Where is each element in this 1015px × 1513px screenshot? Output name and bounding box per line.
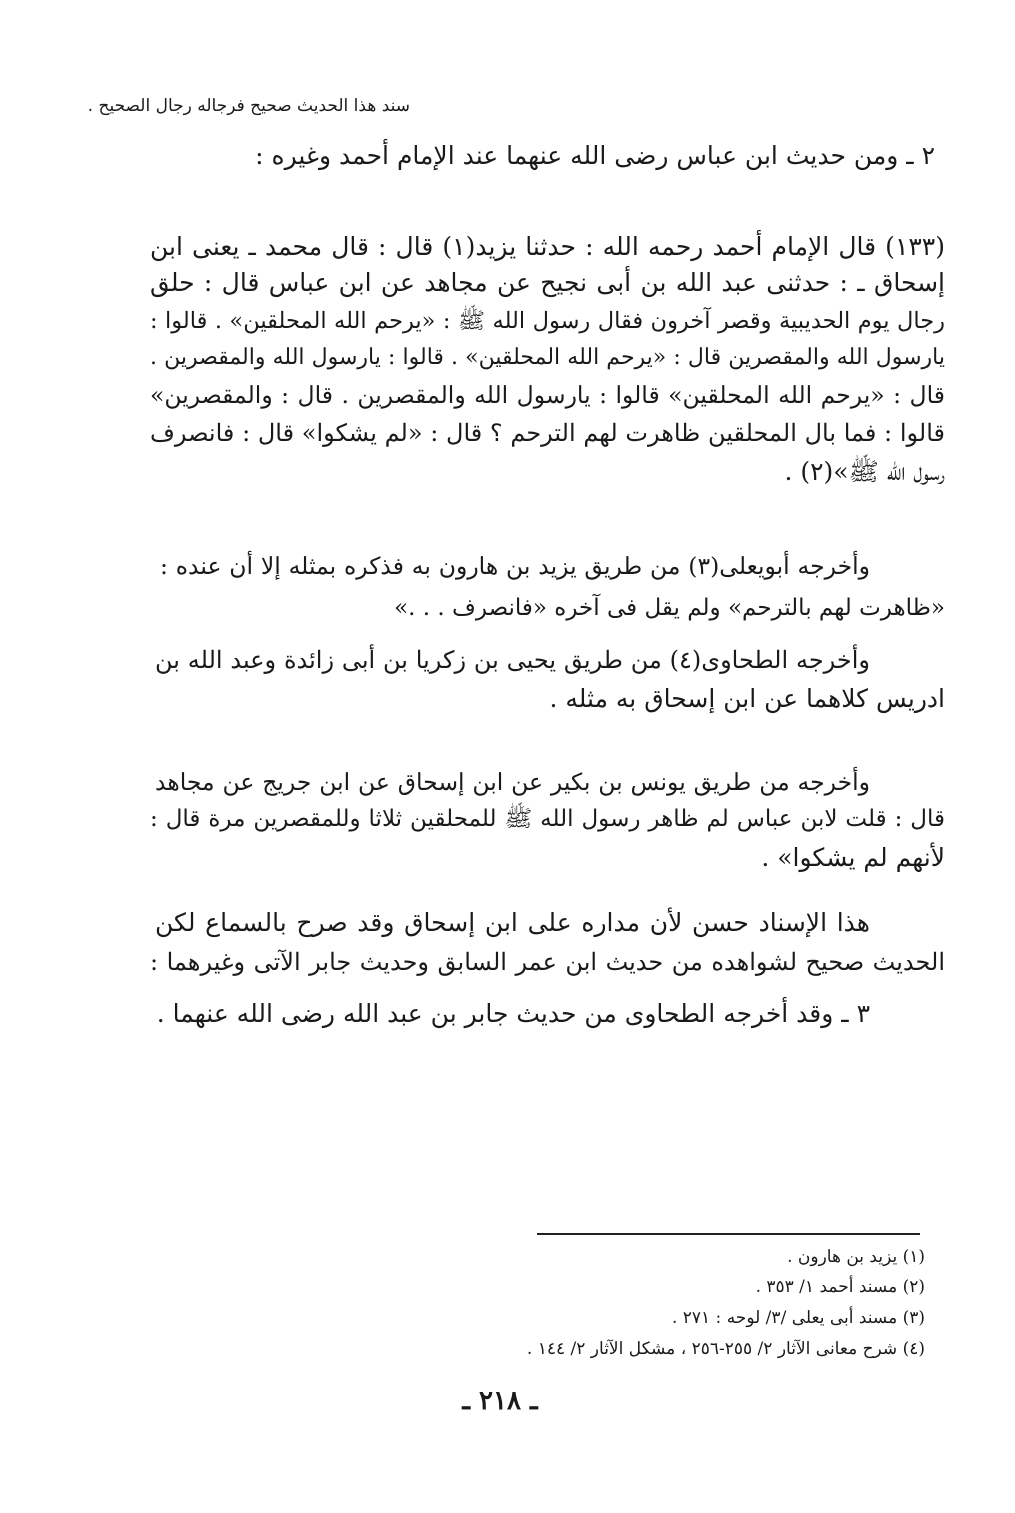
takhrij-line: وأخرجه من طريق يونس بن بكير عن ابن إسحاق عن ابن جريج عن مجاهد xyxy=(155,768,870,796)
hadith-text-line: (١٣٣) قال الإمام أحمد رحمه الله : حدثنا يزيد(١) قال : قال محمد ـ يعنى ابن xyxy=(150,232,945,261)
footnote: (٢) مسند أحمد ١/ ٣٥٣ . xyxy=(755,1277,925,1297)
section-heading: ٣ ـ وقد أخرجه الطحاوى من حديث جابر بن عبد الله رضى الله عنهما . xyxy=(156,999,870,1028)
page-number: ـ ٢١٨ ـ xyxy=(462,1386,538,1416)
hadith-text-line: إسحاق ـ : حدثنى عبد الله بن أبى نجيح عن مجاهد عن ابن عباس قال : حلق xyxy=(150,268,945,297)
footnote: (٣) مسند أبى يعلى /٣/ لوحه : ٢٧١ . xyxy=(671,1308,925,1328)
section-heading: ٢ ـ ومن حديث ابن عباس رضى الله عنهما عند الإمام أحمد وغيره : xyxy=(255,141,935,170)
takhrij-line: قال : قلت لابن عباس لم ظاهر رسول الله ﷺ للمحلقين ثلاثا وللمقصرين مرة قال : xyxy=(150,806,945,832)
ruling-line: الحديث صحيح لشواهده من حديث ابن عمر السابق وحديث جابر الآتى وغيرهما : xyxy=(150,948,945,976)
hadith-text-line: رسول الله ﷺ»(٢) . xyxy=(784,457,945,486)
footnote: (٤) شرح معانى الآثار ٢/ ٢٥٥-٢٥٦ ، مشكل الآثار ٢/ ١٤٤ . xyxy=(526,1339,925,1359)
footnote-separator xyxy=(537,1233,920,1235)
hadith-text-line: يارسول الله والمقصرين قال : «يرحم الله المحلقين» . قالوا : يارسول الله والمقصرين . xyxy=(150,345,945,370)
takhrij-line: وأخرجه أبويعلى(٣) من طريق يزيد بن هارون به فذكره بمثله إلا أن عنده : xyxy=(160,552,870,580)
takhrij-line: ادريس كلاهما عن ابن إسحاق به مثله . xyxy=(549,684,945,713)
intro-line: سند هذا الحديث صحيح فرجاله رجال الصحيح . xyxy=(87,96,410,116)
hadith-text-line: قال : «يرحم الله المحلقين» قالوا : يارسول الله والمقصرين . قال : والمقصرين» xyxy=(150,381,945,409)
hadith-text-line: رجال يوم الحديبية وقصر آخرون فقال رسول الله ﷺ : «يرحم الله المحلقين» . قالوا : xyxy=(150,308,945,334)
hadith-text-line: قالوا : فما بال المحلقين ظاهرت لهم الترحم ؟ قال : «لم يشكوا» قال : فانصرف xyxy=(150,419,945,447)
footnote: (١) يزيد بن هارون . xyxy=(787,1247,925,1267)
takhrij-line: «ظاهرت لهم بالترحم» ولم يقل فى آخره «فانصرف . . .» xyxy=(394,595,945,621)
takhrij-line: وأخرجه الطحاوى(٤) من طريق يحيى بن زكريا بن أبى زائدة وعبد الله بن xyxy=(155,646,870,674)
takhrij-line: لأنهم لم يشكوا» . xyxy=(761,843,945,872)
ruling-line: هذا الإسناد حسن لأن مداره على ابن إسحاق وقد صرح بالسماع لكن xyxy=(155,908,870,937)
